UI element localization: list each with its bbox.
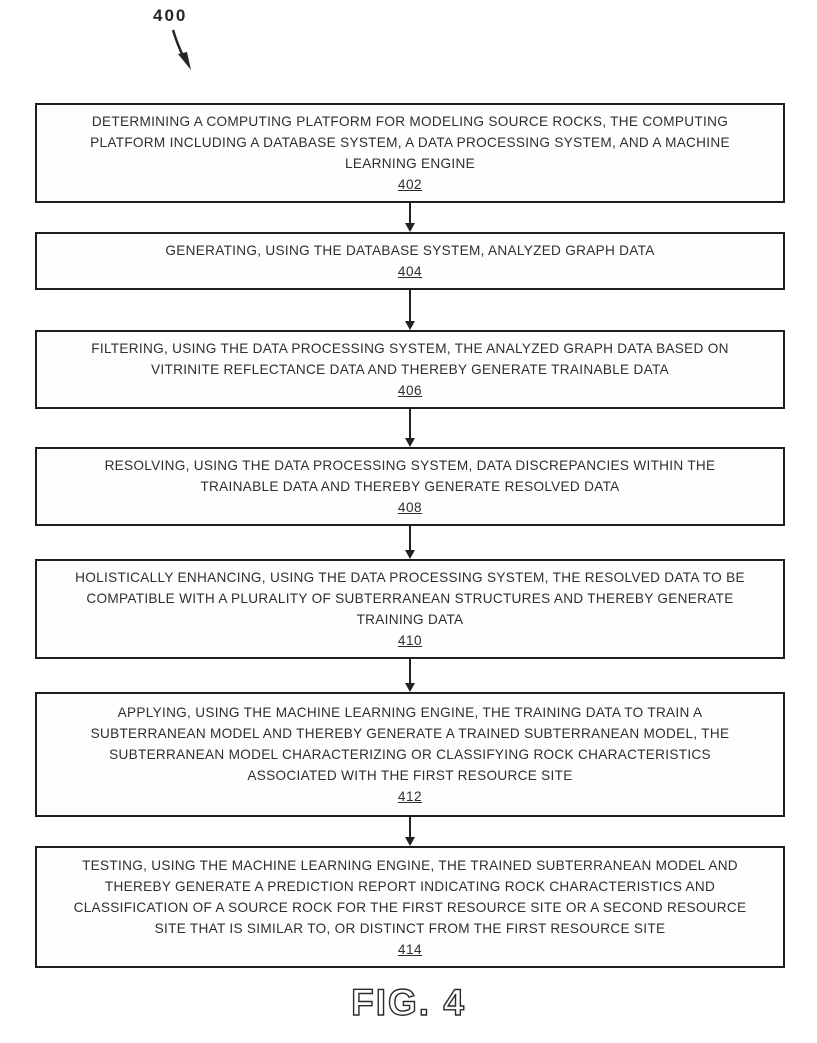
figure-reference-number: 400 bbox=[153, 6, 188, 25]
connector-arrowhead bbox=[405, 550, 415, 559]
connector-line bbox=[409, 409, 411, 439]
step-reference-number: 410 bbox=[397, 633, 423, 648]
connector-line bbox=[409, 290, 411, 322]
connector-arrowhead bbox=[405, 683, 415, 692]
flowchart-step-408 bbox=[35, 447, 785, 526]
connector-line bbox=[409, 659, 411, 684]
step-reference-number: 414 bbox=[397, 941, 423, 957]
flowchart-step-402 bbox=[35, 103, 785, 203]
step-reference-number: 406 bbox=[397, 383, 423, 398]
step-text: APPLYING, USING THE MACHINE LEARNING ENGINE, THE TRAINING DATA TO TRAIN A SUBTERRANEAN MODEL AND THEREBY GENERATE A TRAINED SUBTERRANEAN MODEL, THE SUBTERRANEAN MODEL CHARACTERIZING OR CLASSIFYING ROCK CHARACTERISTICS ASSOCIATED WITH THE FIRST RESOURCE SITE bbox=[90, 705, 730, 783]
step-text: FILTERING, USING THE DATA PROCESSING SYSTEM, THE ANALYZED GRAPH DATA BASED ON VITRINITE REFLECTANCE DATA AND THEREBY GENERATE TRAINABLE DATA bbox=[91, 341, 729, 377]
flowchart-step-406 bbox=[35, 330, 785, 409]
down-arrow-icon bbox=[405, 659, 415, 692]
flowchart-step-410 bbox=[35, 559, 785, 659]
down-arrow-icon bbox=[405, 526, 415, 559]
flowchart bbox=[35, 103, 785, 968]
connector-arrowhead bbox=[405, 321, 415, 330]
step-reference-number: 402 bbox=[397, 177, 423, 192]
flowchart-step-414 bbox=[35, 846, 785, 968]
connector-arrowhead bbox=[405, 837, 415, 846]
down-arrow-icon bbox=[405, 817, 415, 846]
step-reference-number: 404 bbox=[397, 264, 423, 279]
connector-arrowhead bbox=[405, 223, 415, 232]
down-arrow-icon bbox=[405, 409, 415, 447]
connector-line bbox=[409, 817, 411, 838]
down-arrow-icon bbox=[405, 203, 415, 232]
step-text: DETERMINING A COMPUTING PLATFORM FOR MODELING SOURCE ROCKS, THE COMPUTING PLATFORM INCLUDING A DATABASE SYSTEM, A DATA PROCESSING SYSTEM, AND A MACHINE LEARNING ENGINE bbox=[90, 114, 730, 171]
flowchart-step-404 bbox=[35, 232, 785, 290]
down-arrow-icon bbox=[405, 290, 415, 330]
connector-line bbox=[409, 526, 411, 551]
step-reference-number: 412 bbox=[397, 789, 423, 804]
flowchart-step-412 bbox=[35, 692, 785, 817]
step-text: GENERATING, USING THE DATABASE SYSTEM, ANALYZED GRAPH DATA bbox=[165, 243, 655, 258]
connector-arrowhead bbox=[405, 438, 415, 447]
connector-line bbox=[409, 203, 411, 224]
step-text: RESOLVING, USING THE DATA PROCESSING SYSTEM, DATA DISCREPANCIES WITHIN THE TRAINABLE DATA AND THEREBY GENERATE RESOLVED DATA bbox=[104, 458, 716, 494]
step-text: HOLISTICALLY ENHANCING, USING THE DATA PROCESSING SYSTEM, THE RESOLVED DATA TO BE COMPATIBLE WITH A PLURALITY OF SUBTERRANEAN STRUCTURES AND THEREBY GENERATE TRAINING DATA bbox=[75, 570, 745, 627]
step-text: TESTING, USING THE MACHINE LEARNING ENGINE, THE TRAINED SUBTERRANEAN MODEL AND THEREBY GENERATE A PREDICTION REPORT INDICATING ROCK CHARACTERISTICS AND CLASSIFICATION OF A SOURCE ROCK FOR THE FIRST RESOURCE SITE OR A SECOND RESOURCE SITE THAT IS SIMILAR TO, OR DISTINCT FROM THE FIRST RESOURCE SITE bbox=[73, 857, 747, 936]
figure-reference-arrow-icon bbox=[163, 28, 203, 76]
figure-caption: FIG. 4 bbox=[351, 982, 466, 1023]
step-reference-number: 408 bbox=[397, 500, 423, 515]
